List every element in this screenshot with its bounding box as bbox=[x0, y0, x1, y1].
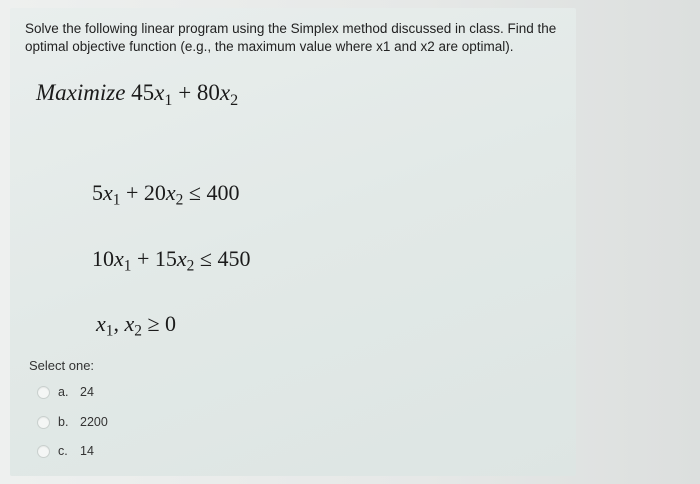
option-value: 14 bbox=[80, 444, 94, 458]
objective-term-1: $45x_1$ bbox=[131, 80, 173, 109]
option-letter: a. bbox=[58, 385, 69, 399]
option-value: 24 bbox=[80, 385, 94, 399]
question-card bbox=[10, 8, 576, 476]
option-value: 2200 bbox=[80, 415, 108, 429]
answer-option-c[interactable] bbox=[37, 444, 94, 458]
radio-button-a[interactable] bbox=[37, 386, 50, 399]
radio-button-b[interactable] bbox=[37, 416, 50, 429]
constraint-2: $10x_1 + 15x_2 \le 450$ bbox=[92, 246, 251, 275]
answer-option-a[interactable] bbox=[37, 385, 94, 399]
objective-term-2: $80x_2$ bbox=[196, 80, 239, 109]
objective-operator: + bbox=[178, 80, 192, 105]
option-letter: b. bbox=[58, 415, 69, 429]
objective-label: Maximize bbox=[36, 80, 126, 105]
nonnegativity-constraint: $x_1$, $x_2 \ge 0$ bbox=[96, 311, 177, 340]
option-letter: c. bbox=[58, 444, 68, 458]
objective-function bbox=[36, 80, 238, 110]
answer-option-b[interactable] bbox=[37, 415, 108, 429]
select-one-label: Select one: bbox=[29, 358, 95, 373]
radio-button-c[interactable] bbox=[37, 445, 50, 458]
question-text: Solve the following linear program using the Simplex method discussed in class. Find the optimal objective function (e.g., the maximum value where x1 and x2 are optimal). bbox=[25, 21, 557, 54]
constraint-1: $5x_1 + 20x_2 \le 400$ bbox=[92, 180, 240, 209]
